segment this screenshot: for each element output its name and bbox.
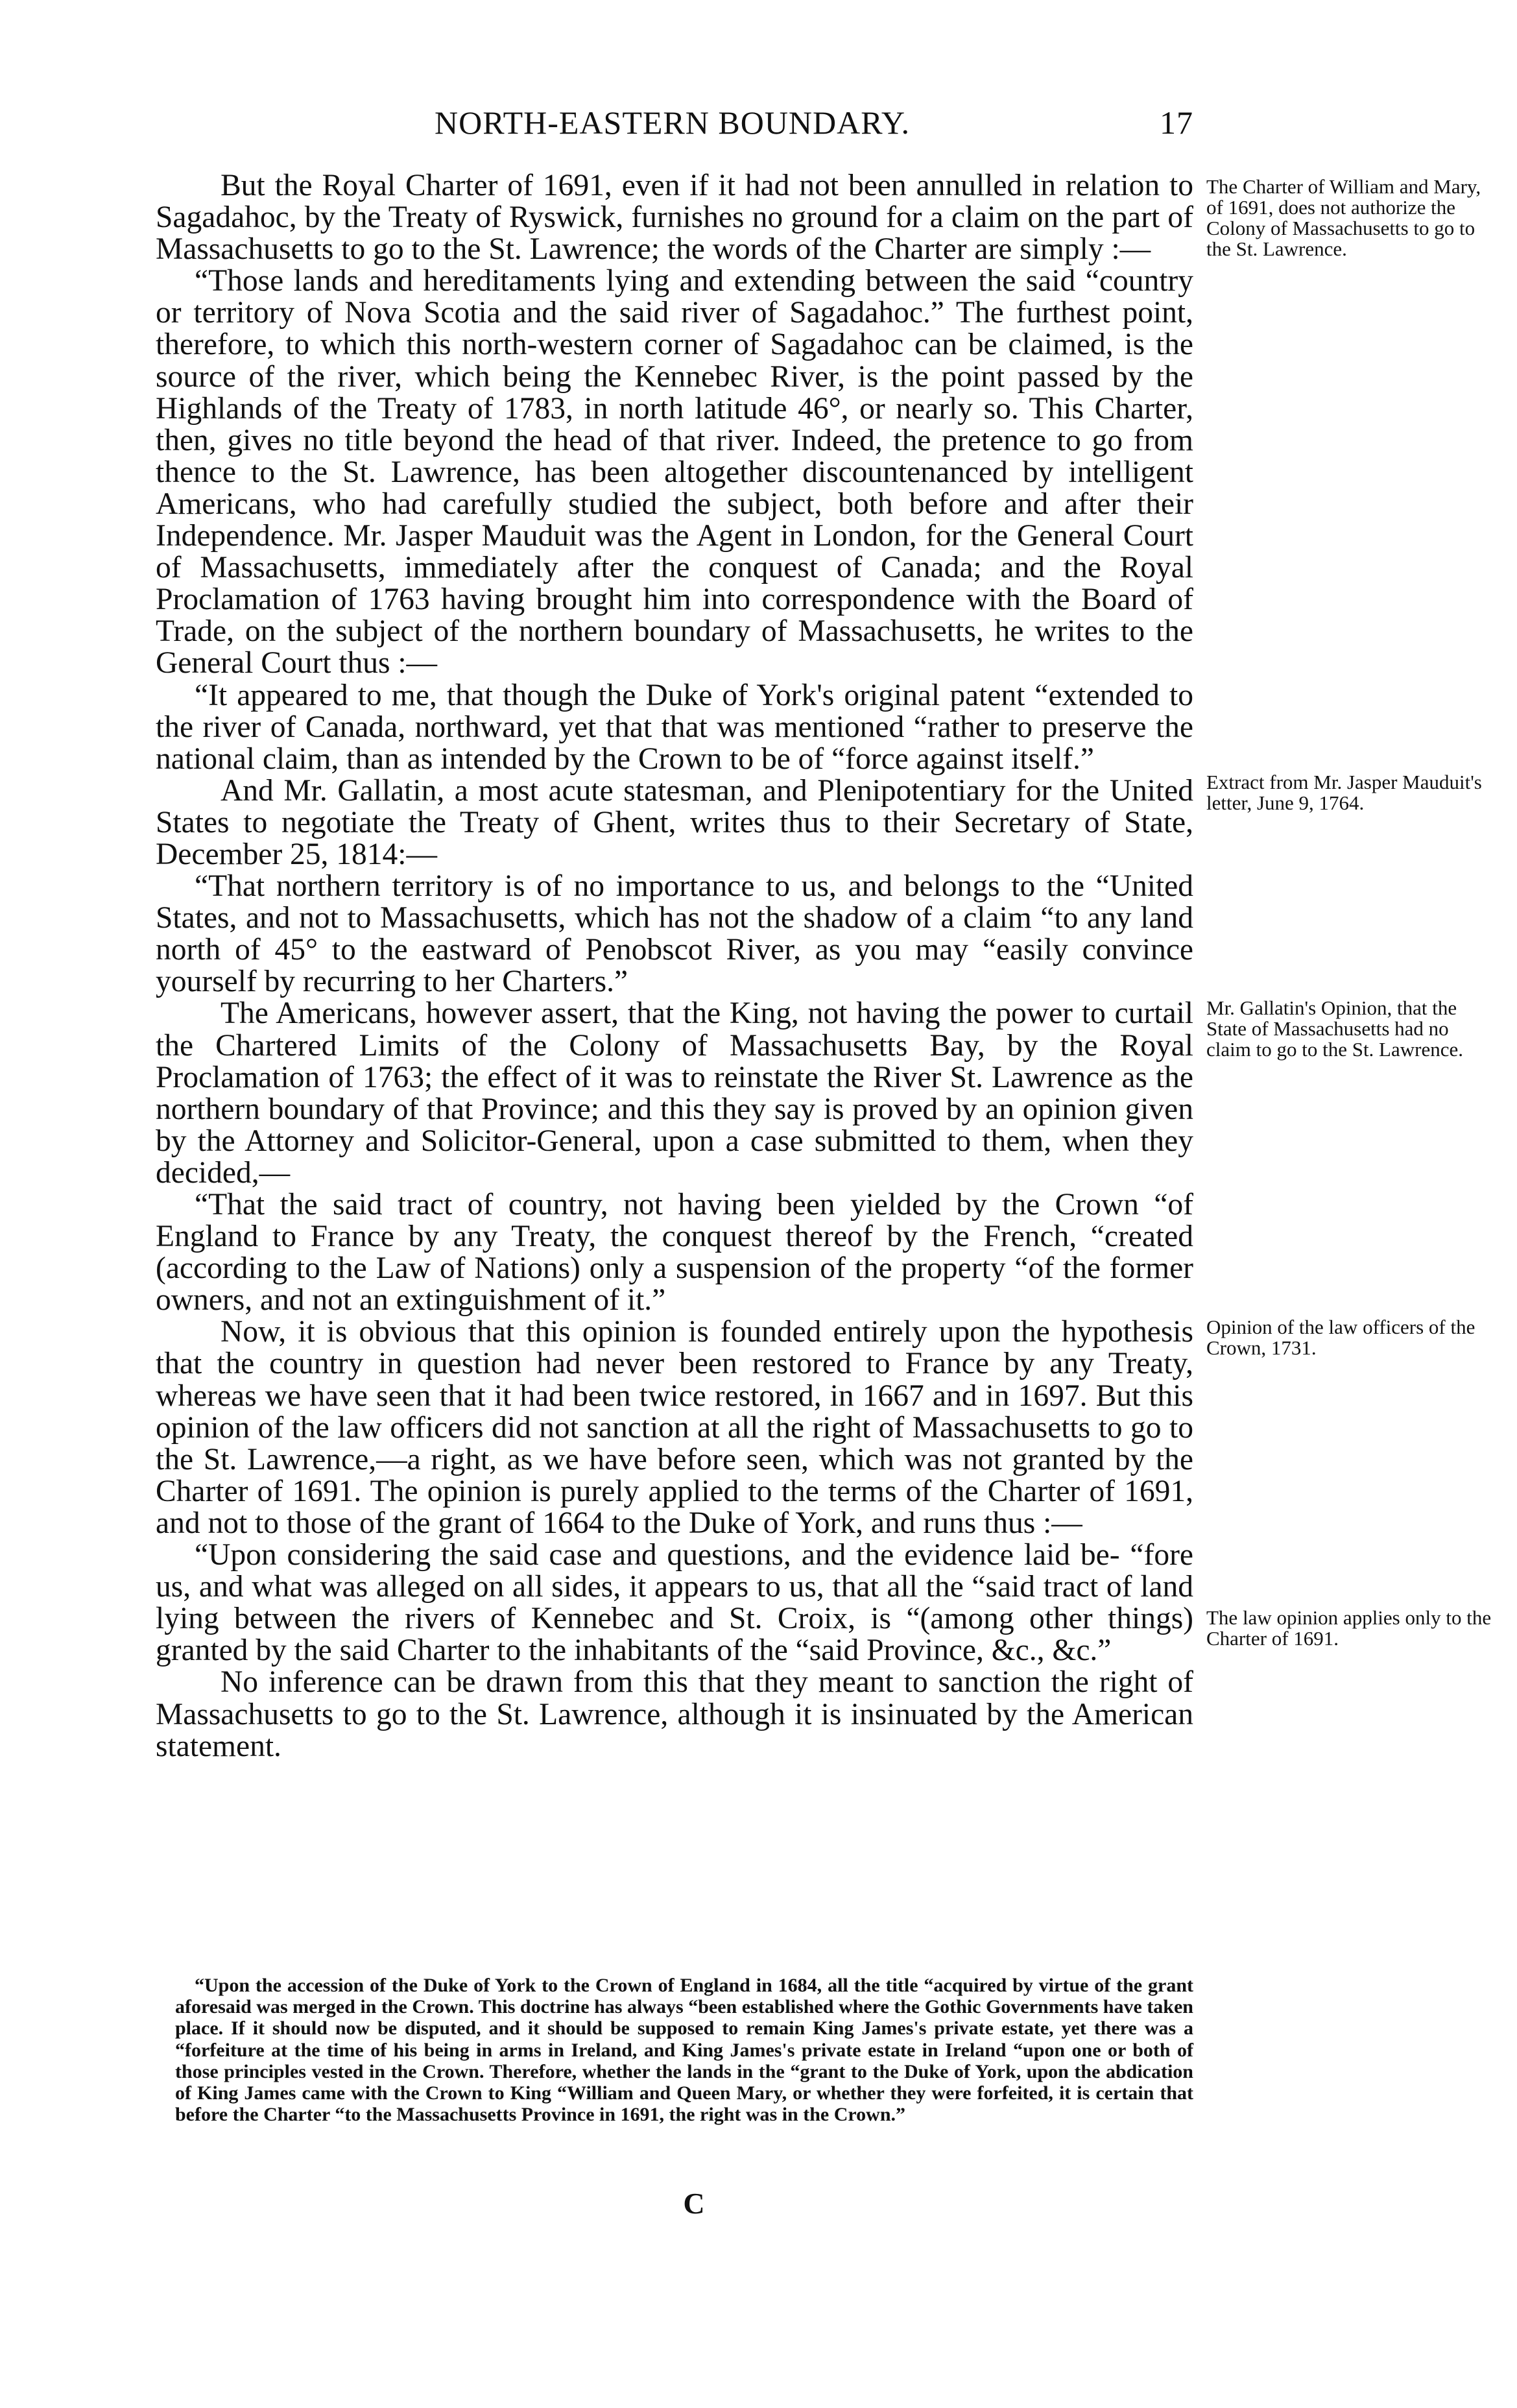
- paragraph: And Mr. Gallatin, a most acute statesman, and Plenipotentiary for the United States to negotiate the Treaty of Ghent, writes thus to their Secretary of State, December 25, 1814:—: [156, 773, 1193, 871]
- quoted-paragraph: “That the said tract of country, not having been yielded by the Crown “of England to France by any Treaty, the conquest thereof by the French, “created (according to the Law of Nations) only a suspension of the property “of the former owners, and not an extinguishment of it.”: [156, 1188, 1193, 1318]
- paragraph: The Americans, however assert, that the King, not having the power to curtail the Chartered Limits of the Colony of Massachusetts Bay, by the Royal Proclamation of 1763; the effect of it was to reinstate the River St. Lawrence as the northern boundary of that Province; and this they say is proved by an opinion given by the Attorney and Solicitor-General, upon a case submitted to them, when they decided,—: [156, 996, 1193, 1190]
- marginal-note: The Charter of William and Mary, of 1691, does not authorize the Colony of Massachusetts to go to the St. Lawrence.: [1206, 175, 1481, 260]
- marginal-note: Opinion of the law officers of the Crown, 1731.: [1206, 1316, 1475, 1359]
- paragraph: But the Royal Charter of 1691, even if it had not been annulled in relation to Sagadahoc, by the Treaty of Ryswick, furnishes no ground for a claim on the part of Massachusetts to go to the St. Lawrence; the words of the Charter are simply :—: [156, 169, 1193, 267]
- quoted-paragraph: “Those lands and hereditaments lying and extending between the said “country or territory of Nova Scotia and the said river of Sagadahoc.” The furthest point, therefore, to which this north-western corner of Sagadahoc can be claimed, is the source of the river, which being the Kennebec River, is the point passed by the Highlands of the Treaty of 1783, in north latitude 46°, or nearly so. This Charter, then, gives no title beyond the head of that river. Indeed, the pretence to go from thence to the St. Lawrence, has been altogether discountenanced by intelligent Americans, who had carefully studied the subject, both before and after their Independence. Mr. Jasper Mauduit was the Agent in London, for the General Court of Massachusetts, immediately after the conquest of Canada; and the Royal Proclamation of 1763 having brought him into correspondence with the Board of Trade, on the subject of the northern boundary of Massachusetts, he writes to the General Court thus :—: [156, 264, 1193, 680]
- paragraph: Now, it is obvious that this opinion is founded entirely upon the hypothesis that the country in question had never been restored to France by any Treaty, whereas we have seen that it had been twice restored, in 1667 and in 1697. But this opinion of the law officers did not sanction at all the right of Massachusetts to go to the St. Lawrence,—a right, as we have before seen, which was not granted by the Charter of 1691. The opinion is purely applied to the terms of the Charter of 1691, and not to those of the grant of 1664 to the Duke of York, and runs thus :—: [156, 1315, 1193, 1540]
- running-title: NORTH-EASTERN BOUNDARY.: [435, 104, 911, 141]
- footnote: “Upon the accession of the Duke of York to the Crown of England in 1684, all the title “acquired by virtue of the grant aforesaid was merged in the Crown. This doctrine has always “been established where the Gothic Governments have taken place. If it should now be disputed, and it should be supposed to remain King James's private estate, yet there was a “forfeiture at the time of his being in arms in Ireland, and King James's private estate in Ireland “upon one or both of those principles vested in the Crown. Therefore, whether the lands in the “grant to the Duke of York, upon the abdication of King James came with the Crown to King “William and Queen Mary, or whether they were forfeited, it is certain that before the Charter “to the Massachusetts Province in 1691, the right was in the Crown.”: [175, 1975, 1193, 2126]
- marginal-note: The law opinion applies only to the Charter of 1691.: [1206, 1606, 1492, 1650]
- page-number: 17: [1160, 104, 1193, 141]
- marginal-note: Mr. Gallatin's Opinion, that the State of Massachusetts had no claim to go to the St. Lawrence.: [1206, 996, 1463, 1061]
- signature-mark: C: [683, 2187, 705, 2220]
- page-header: [156, 104, 1193, 149]
- quoted-paragraph: “Upon considering the said case and questions, and the evidence laid be- “fore us, and what was alleged on all sides, it appears to us, that all the “said tract of land lying between the rivers of Kennebec and St. Croix, is “(among other things) granted by the said Charter to the inhabitants of the “said Province, &c., &c.”: [156, 1538, 1193, 1668]
- paragraph: No inference can be drawn from this that they meant to sanction the right of Massachusetts to go to the St. Lawrence, although it is insinuated by the American statement.: [156, 1665, 1193, 1763]
- marginal-note: Extract from Mr. Jasper Mauduit's letter, June 9, 1764.: [1206, 771, 1482, 814]
- body-text: [156, 170, 1193, 1763]
- quoted-paragraph: “That northern territory is of no importance to us, and belongs to the “United States, and not to Massachusetts, which has not the shadow of a claim “to any land north of 45° to the eastward of Penobscot River, as you may “easily convince yourself by recurring to her Charters.”: [156, 869, 1193, 999]
- quoted-paragraph: “It appeared to me, that though the Duke of York's original patent “extended to the river of Canada, northward, yet that that was mentioned “rather to preserve the national claim, than as intended by the Crown to be of “force against itself.”: [156, 678, 1193, 776]
